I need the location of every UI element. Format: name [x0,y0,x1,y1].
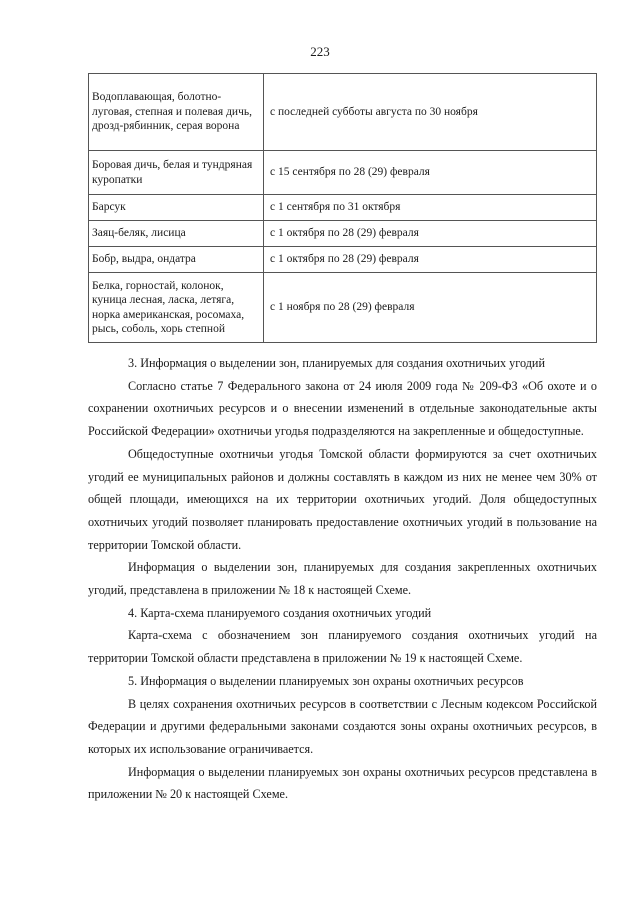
section-heading: 5. Информация о выделении планируемых зон охраны охотничьих ресурсов [128,673,524,688]
species-cell: Белка, горностай, колонок, куница лесная, ласка, летяга, норка американская, росомаха, рысь, соболь, хорь степной [89,273,264,343]
paragraph: Согласно статье 7 Федерального закона от 24 июля 2009 года № 209-ФЗ «Об охоте и о сохранении охотничьих ресурсов и о внесении изменений в отдельные законодательные акты Российской Федерации» охотничьи угодья подразделяются на закрепленные и общедоступные. [88,378,597,439]
species-cell: Заяц-беляк, лисица [89,221,264,247]
species-cell: Бобр, выдра, ондатра [89,247,264,273]
section-heading: 3. Информация о выделении зон, планируемых для создания охотничьих угодий [128,356,545,370]
species-cell: Барсук [89,195,264,221]
body-text [88,352,597,806]
period-cell: с 15 сентября по 28 (29) февраля [264,151,597,195]
table-row [89,221,597,247]
hunting-seasons-table [88,73,597,343]
period-cell: с 1 ноября по 28 (29) февраля [264,273,597,343]
period-cell: с последней субботы августа по 30 ноября [264,74,597,151]
paragraph: Информация о выделении зон, планируемых для создания закрепленных охотничьих угодий, представлена в приложении № 18 к настоящей Схеме. [88,560,597,598]
period-cell: с 1 октября по 28 (29) февраля [264,247,597,273]
table-row [89,247,597,273]
paragraph: Общедоступные охотничьи угодья Томской области формируются за счет охотничьих угодий ее муниципальных районов и должны составлять в каждом из них не менее чем 30% от общей площади, имеющихся на их территории охотничьих угодий. Доля общедоступных охотничьих угодий позволяет планировать предоставление охотничьих угодий в пользование на территории Томской области. [88,446,597,552]
species-cell: Водоплавающая, болотно-луговая, степная и полевая дичь, дрозд-рябинник, серая ворона [89,74,264,151]
table-row [89,273,597,343]
table-row [89,74,597,151]
table-row [89,195,597,221]
period-cell: с 1 сентября по 31 октября [264,195,597,221]
species-cell: Боровая дичь, белая и тундряная куропатки [89,151,264,195]
period-cell: с 1 октября по 28 (29) февраля [264,221,597,247]
paragraph: В целях сохранения охотничьих ресурсов в соответствии с Лесным кодексом Российской Федерации и другими федеральными законами создаются зоны охраны охотничьих ресурсов, в которых их использование ограничивается. [88,696,597,756]
section-heading: 4. Карта-схема планируемого создания охотничьих угодий [128,605,432,620]
page-number: 223 [310,44,330,59]
paragraph: Информация о выделении планируемых зон охраны охотничьих ресурсов представлена в приложении № 20 к настоящей Схеме. [88,764,597,802]
paragraph: Карта-схема с обозначением зон планируемого создания охотничьих угодий на территории Томской области представлена в приложении № 19 к настоящей Схеме. [88,628,597,666]
table-row [89,151,597,195]
